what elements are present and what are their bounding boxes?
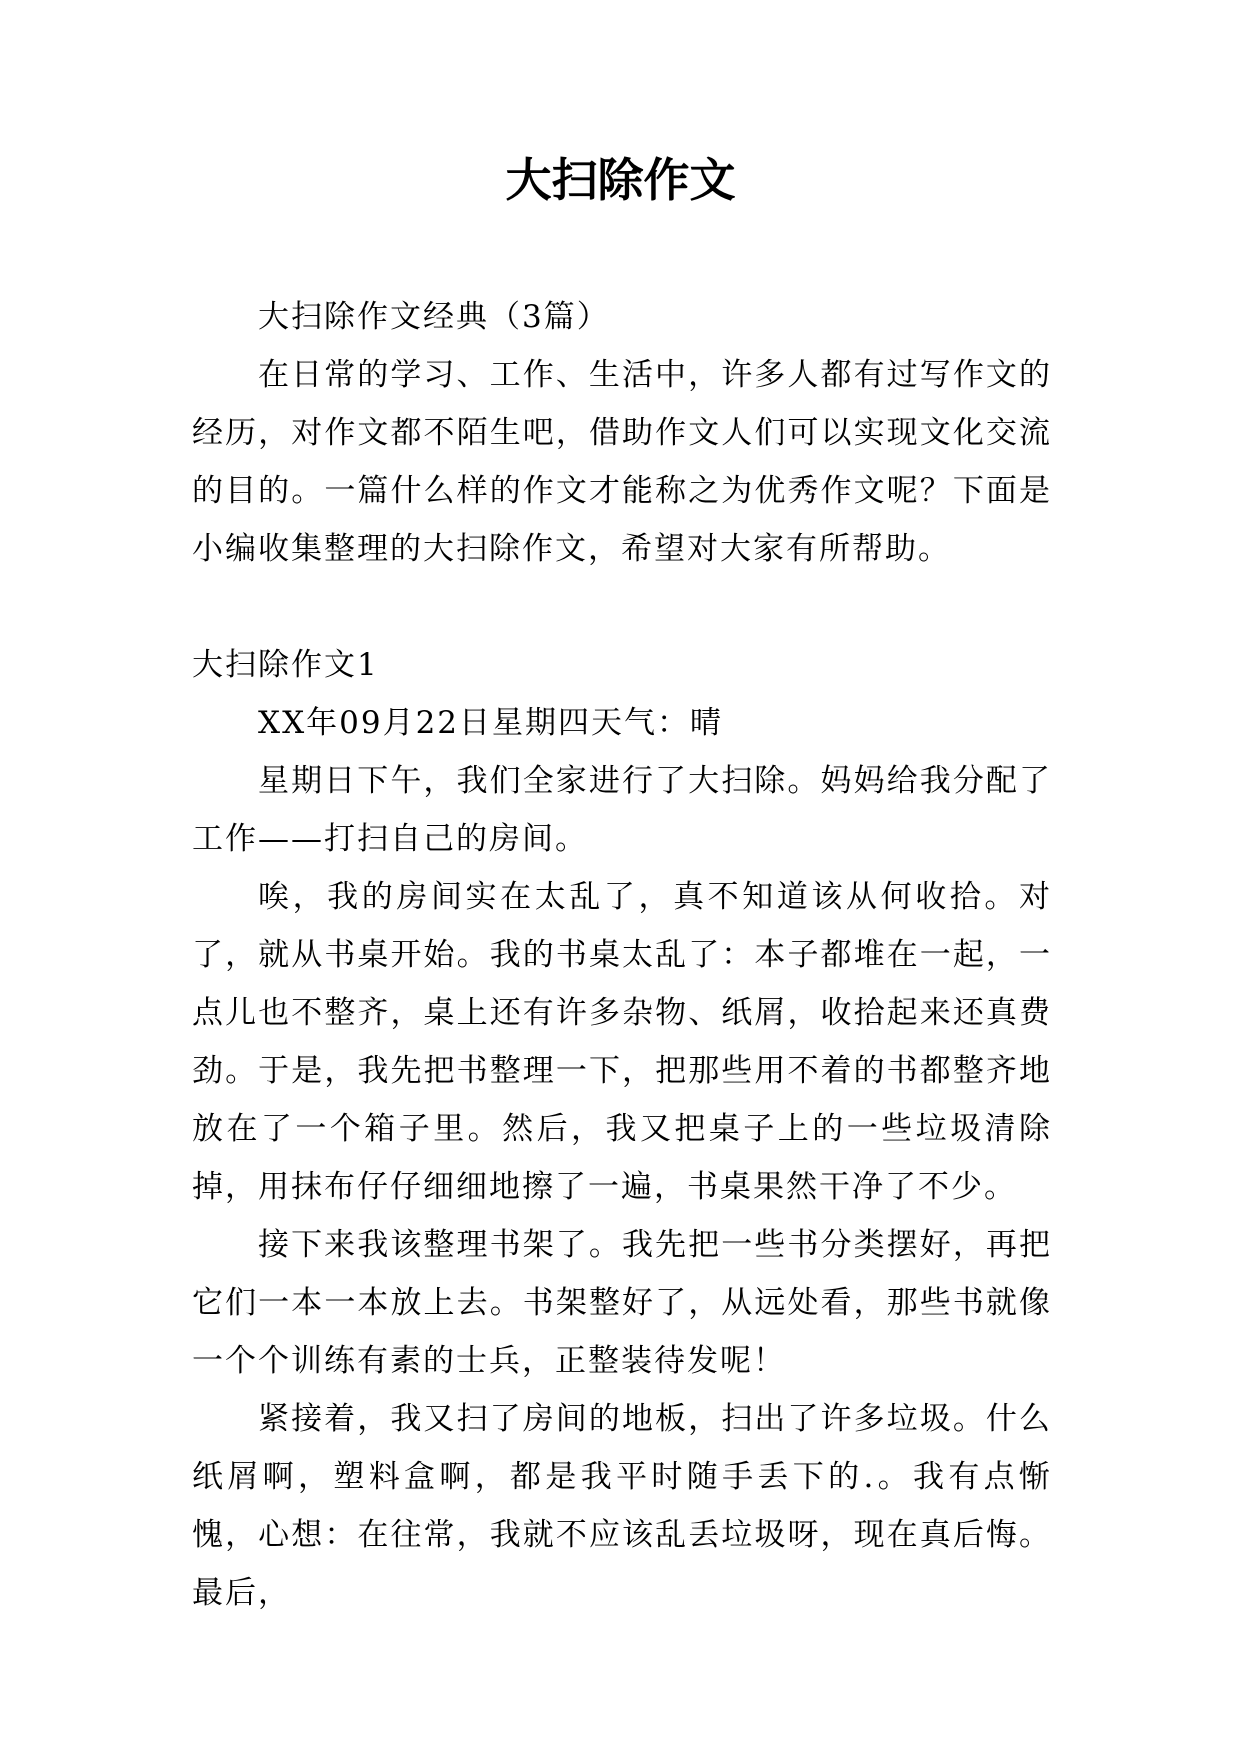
essay-paragraph: 紧接着，我又扫了房间的地板，扫出了许多垃圾。什么纸屑啊，塑料盒啊，都是我平时随手丢下的.。我有点惭愧，心想：在往常，我就不应该乱丢垃圾呀，现在真后悔。最后， <box>192 1401 1052 1611</box>
essay-date-line: XX年09月22日星期四天气：晴 <box>258 705 724 741</box>
essay-paragraph: 星期日下午，我们全家进行了大扫除。妈妈给我分配了工作——打扫自己的房间。 <box>192 763 1052 857</box>
essay-paragraph: 接下来我该整理书架了。我先把一些书分类摆好，再把它们一本一本放上去。书架整好了，从远处看，那些书就像一个个训练有素的士兵，正整装待发呢！ <box>192 1227 1052 1379</box>
intro-paragraph: 在日常的学习、工作、生活中，许多人都有过写作文的经历，对作文都不陌生吧，借助作文人们可以实现文化交流的目的。一篇什么样的作文才能称之为优秀作文呢？下面是小编收集整理的大扫除作文，希望对大家有所帮助。 <box>192 357 1052 567</box>
essay-heading: 大扫除作文1 <box>192 647 379 683</box>
essay-paragraph: 唉，我的房间实在太乱了，真不知道该从何收拾。对了，就从书桌开始。我的书桌太乱了：本子都堆在一起，一点儿也不整齐，桌上还有许多杂物、纸屑，收拾起来还真费劲。于是，我先把书整理一下，把那些用不着的书都整齐地放在了一个箱子里。然后，我又把桌子上的一些垃圾清除掉，用抹布仔仔细细地擦了一遍，书桌果然干净了不少。 <box>192 879 1052 1205</box>
document-title: 大扫除作文 <box>505 153 736 207</box>
document-body <box>192 288 1052 1622</box>
intro-subtitle: 大扫除作文经典（3篇） <box>258 299 610 335</box>
